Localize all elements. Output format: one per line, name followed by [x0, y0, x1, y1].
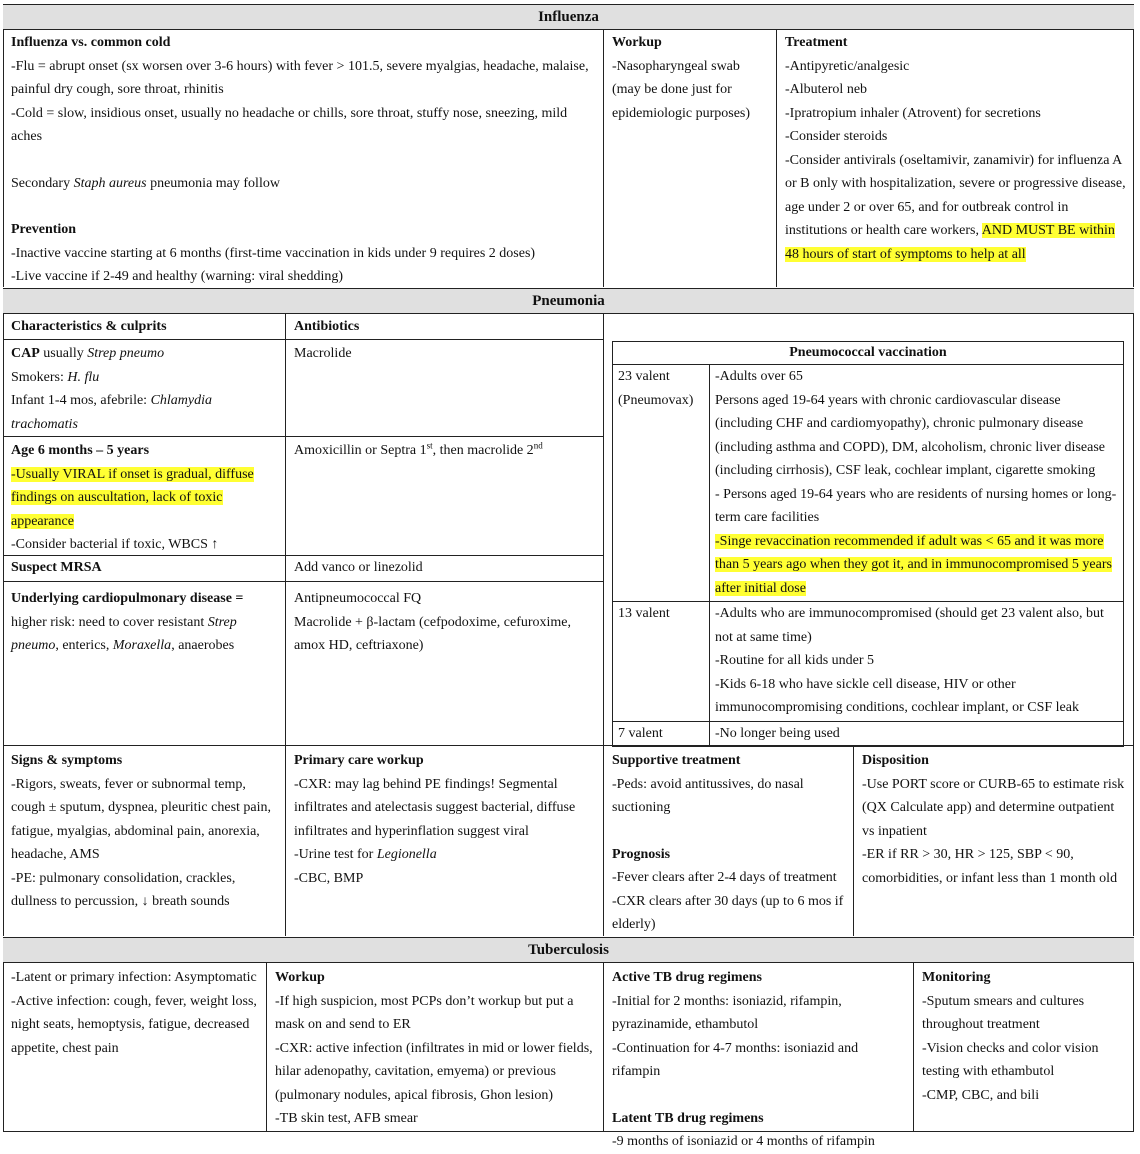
vaccine-13-details: -Adults who are immunocompromised (should get 23 valent also, but not at same time) -Routine for all kids under 5 -Kids 6-18 who have sickle cell disease, HIV or other immunocompromising conditions, cochlear implant, or CSF leak [710, 602, 1124, 722]
prevention-item: -Inactive vaccine starting at 6 months (first-time vaccination in kids under 9 requires 2 doses) [11, 245, 536, 261]
treatment-item: -Ipratropium inhaler (Atrovent) for secretions [785, 105, 1041, 121]
tb-workup-item: -TB skin test, AFB smear [275, 1111, 418, 1126]
influenza-workup-title: Workup [612, 35, 662, 50]
table-row [613, 602, 1124, 722]
antivirals-warning-highlight: AND MUST BE within 48 hours of start of symptoms to help at all [785, 223, 1115, 262]
tb-workup-item: -If high suspicion, most PCPs don’t workup but put a mask on and send to ER [275, 993, 574, 1032]
table-row [613, 721, 1124, 747]
tb-regimens-cell [604, 964, 913, 1149]
cxr-note: -CXR: may lag behind PE findings! Segmental infiltrates and atelectasis suggest bacterial, diffuse infiltrates and hyperinflation suggest viral [294, 776, 576, 839]
infant-line: Infant 1-4 mos, afebrile: Chlamydia trachomatis [11, 393, 213, 432]
mrsa-antibiotic-cell [286, 556, 603, 581]
disposition-item: -ER if RR > 30, HR > 125, SBP < 90, comorbidities, or infant less than 1 month old [862, 847, 1118, 886]
signs-item: -PE: pulmonary consolidation, crackles, dullness to percussion, ↓ breath sounds [11, 870, 236, 909]
supportive-cell [604, 747, 853, 936]
smokers-line: Smokers: H. flu [11, 369, 100, 385]
prognosis-title: Prognosis [612, 846, 671, 862]
bacterial-note: -Consider bacterial if toxic, WBCS ↑ [11, 537, 219, 552]
disposition-cell [854, 747, 1133, 936]
influenza-vs-cold-title: Influenza vs. common cold [11, 35, 171, 50]
latent-tb-title: Latent TB drug regimens [612, 1110, 764, 1126]
disposition-item: -Use PORT score or CURB-65 to estimate risk (QX Calculate app) and determine outpatient vs inpatient [862, 776, 1125, 839]
cardio-title: Underlying cardiopulmonary disease = [11, 591, 244, 606]
active-tb-title: Active TB drug regimens [612, 970, 762, 985]
supportive-text: -Peds: avoid antitussives, do nasal suctioning [612, 776, 804, 815]
mrsa-cell [3, 556, 285, 581]
primary-workup-title: Primary care workup [294, 753, 424, 768]
influenza-treatment-cell [777, 29, 1133, 287]
influenza-vs-cold-cell [3, 29, 603, 287]
cbc-note: -CBC, BMP [294, 870, 364, 886]
influenza-treatment-title: Treatment [785, 35, 848, 50]
antivirals-note: -Consider antivirals (oseltamivir, zanamivir) for influenza A or B only with hospitalization, severe or progressive disease, age under 2 or over 65, and for outbreak control in institutions or health care workers, AND MUST BE within 48 hours of start of symptoms to help at all [785, 152, 1126, 262]
cardio-cell [3, 587, 285, 745]
age-antibiotic-cell [286, 437, 603, 555]
monitoring-item: -Vision checks and color vision testing with ethambutol [922, 1040, 1099, 1079]
signs-title: Signs & symptoms [11, 753, 123, 768]
table-row [613, 365, 1124, 602]
age-cell [3, 437, 285, 555]
cardio-text: higher risk: need to cover resistant Strep pneumo, enterics, Moraxella, anaerobes [11, 614, 237, 653]
vaccine-23-details: -Adults over 65 Persons aged 19-64 years with chronic cardiovascular disease (including CHF and cardiomyopathy), chronic pulmonary disease (including asthma and COPD), DM, alcoholism, chronic liver disease (including cirrhosis), CSF leak, cochlear implant, cigarette smoking - Persons aged 19-64 years who are residents of nursing homes or long-term care facilities -Singe revaccination recommended if adult was < 65 and it was more than 5 years ago when they got it, and in immunocompromised 5 years after initial dose [710, 365, 1124, 602]
latent-tb-text: -9 months of isoniazid or 4 months of rifampin [612, 1134, 875, 1149]
tb-infection-item: -Active infection: cough, fever, weight loss, night seats, hemoptysis, fatigue, decreased appetite, chest pain [11, 993, 257, 1056]
viral-note [11, 463, 279, 534]
tb-workup-item: -CXR: active infection (infiltrates in mid or lower fields, hilar adenopathy, cavitation, emyema) or previous (pulmonary nodules, apical fibrosis, Ghon lesion) [275, 1040, 593, 1103]
cap-cell [3, 340, 285, 436]
treatment-item: -Consider steroids [785, 129, 888, 144]
tb-monitoring-cell [914, 964, 1133, 1131]
vaccine-7-label: 7 valent [613, 721, 710, 747]
pneumonia-header: Pneumonia [3, 288, 1134, 314]
influenza-header: Influenza [3, 4, 1134, 30]
treatment-item: -Antipyretic/analgesic [785, 58, 910, 74]
tuberculosis-header: Tuberculosis [3, 937, 1134, 963]
cardio-antibiotic: Antipneumococcal FQ [294, 591, 422, 606]
signs-item: -Rigors, sweats, fever or subnormal temp, cough ± sputum, dyspnea, pleuritic chest pain, fatigue, myalgias, abdominal pain, anorexia, headache, AMS [11, 776, 272, 862]
antibiotics-header: Antibiotics [294, 319, 360, 334]
treatment-item: -Albuterol neb [785, 82, 868, 97]
prognosis-item: -CXR clears after 30 days (up to 6 mos if elderly) [612, 893, 844, 932]
vaccine-13-label: 13 valent [613, 602, 710, 722]
active-tb-item: -Continuation for 4-7 months: isoniazid and rifampin [612, 1040, 859, 1079]
revaccination-highlight: -Singe revaccination recommended if adult was < 65 and it was more than 5 years ago when they got it, and in immunocompromised 5 years after initial dose [715, 533, 1112, 596]
mrsa-title: Suspect MRSA [11, 560, 102, 575]
age-antibiotic: Amoxicillin or Septra 1st, then macrolide 2nd [294, 440, 543, 458]
tb-infection-item: -Latent or primary infection: Asymptomatic [11, 970, 257, 985]
flu-description: -Flu = abrupt onset (sx worsen over 3-6 hours) with fever > 101.5, severe myalgias, headache, malaise, painful dry cough, sore throat, rhinitis [11, 58, 589, 97]
monitoring-item: -CMP, CBC, and bili [922, 1087, 1040, 1103]
signs-cell [3, 747, 285, 936]
tb-infection-cell [3, 964, 266, 1131]
prevention-title: Prevention [11, 222, 77, 237]
viral-highlight: -Usually VIRAL if onset is gradual, diffuse findings on auscultation, lack of toxic appearance [11, 466, 254, 529]
antibiotics-header-cell [286, 315, 603, 339]
secondary-infection-note: Secondary Staph aureus pneumonia may follow [11, 175, 280, 191]
tb-workup-cell [267, 964, 603, 1131]
vaccination-title: Pneumococcal vaccination [613, 342, 1124, 365]
monitoring-item: -Sputum smears and cultures throughout treatment [922, 993, 1085, 1032]
cold-description: -Cold = slow, insidious onset, usually no headache or chills, sore throat, stuffy nose, sneezing, mild aches [11, 105, 568, 144]
prognosis-item: -Fever clears after 2-4 days of treatment [612, 870, 837, 885]
primary-workup-cell [286, 747, 603, 936]
vaccine-23-label: 23 valent (Pneumovax) [613, 365, 710, 602]
urine-note: -Urine test for Legionella [294, 847, 437, 862]
supportive-title: Supportive treatment [612, 753, 741, 768]
influenza-workup-cell [604, 29, 776, 287]
active-tb-item: -Initial for 2 months: isoniazid, rifampin, pyrazinamide, ethambutol [612, 993, 842, 1032]
tb-workup-title: Workup [275, 970, 325, 985]
characteristics-header-cell [3, 315, 285, 339]
characteristics-header: Characteristics & culprits [11, 319, 167, 334]
cap-line: CAP usually Strep pneumo [11, 346, 165, 361]
age-title: Age 6 months – 5 years [11, 443, 150, 458]
cardio-antibiotic-cell [286, 587, 603, 745]
cap-antibiotic: Macrolide [294, 346, 352, 361]
vaccine-7-details: -No longer being used [710, 721, 1124, 747]
cardio-antibiotic: Macrolide + β-lactam (cefpodoxime, cefuroxime, amox HD, ceftriaxone) [294, 614, 572, 653]
monitoring-title: Monitoring [922, 970, 991, 985]
prevention-item: -Live vaccine if 2-49 and healthy (warning: viral shedding) [11, 269, 343, 284]
influenza-workup-text: -Nasopharyngeal swab (may be done just for epidemiologic purposes) [612, 58, 751, 121]
pneumococcal-vaccination-table [612, 341, 1124, 747]
cap-antibiotic-cell [286, 340, 603, 436]
disposition-title: Disposition [862, 753, 929, 768]
mrsa-antibiotic: Add vanco or linezolid [294, 560, 423, 575]
